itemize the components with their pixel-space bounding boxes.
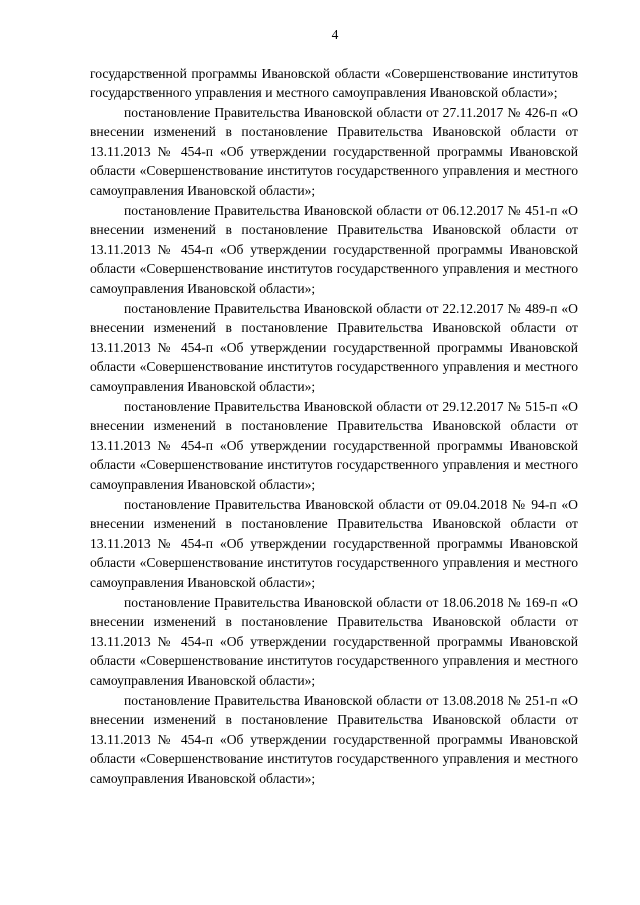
paragraph-postanovlenie-251-p: постановление Правительства Ивановской области от 13.08.2018 № 251-п «О внесении изменений в постановление Правительства Ивановской области от 13.11.2013 № 454-п «Об утверждении государственной программы Ивановской области «Совершенствование институтов государственного управления и местного самоуправления Ивановской области»; bbox=[90, 692, 578, 786]
paragraph-postanovlenie-426-p: постановление Правительства Ивановской области от 27.11.2017 № 426-п «О внесении изменений в постановление Правительства Ивановской области от 13.11.2013 № 454-п «Об утверждении государственной программы Ивановской области «Совершенствование институтов государственного управления и местного самоуправления Ивановской области»; bbox=[90, 104, 578, 199]
paragraph-postanovlenie-94-p: постановление Правительства Ивановской области от 09.04.2018 № 94-п «О внесении изменений в постановление Правительства Ивановской области от 13.11.2013 № 454-п «Об утверждении государственной программы Ивановской области «Совершенствование институтов государственного управления и местного самоуправления Ивановской области»; bbox=[90, 496, 578, 590]
paragraph-continuation: государственной программы Ивановской области «Совершенствование институтов государственного управления и местного самоуправления Ивановской области»; bbox=[90, 65, 578, 101]
page-number: 4 bbox=[331, 27, 339, 42]
paragraph-postanovlenie-515-p: постановление Правительства Ивановской области от 29.12.2017 № 515-п «О внесении изменений в постановление Правительства Ивановской области от 13.11.2013 № 454-п «Об утверждении государственной программы Ивановской области «Совершенствование институтов государственного управления и местного самоуправления Ивановской области»; bbox=[90, 398, 578, 492]
paragraph-postanovlenie-169-p: постановление Правительства Ивановской области от 18.06.2018 № 169-п «О внесении изменений в постановление Правительства Ивановской области от 13.11.2013 № 454-п «Об утверждении государственной программы Ивановской области «Совершенствование институтов государственного управления и местного самоуправления Ивановской области»; bbox=[90, 594, 578, 688]
document-body bbox=[90, 64, 578, 789]
paragraph-postanovlenie-489-p: постановление Правительства Ивановской области от 22.12.2017 № 489-п «О внесении изменений в постановление Правительства Ивановской области от 13.11.2013 № 454-п «Об утверждении государственной программы Ивановской области «Совершенствование институтов государственного управления и местного самоуправления Ивановской области»; bbox=[90, 300, 578, 394]
paragraph-postanovlenie-451-p: постановление Правительства Ивановской области от 06.12.2017 № 451-п «О внесении изменений в постановление Правительства Ивановской области от 13.11.2013 № 454-п «Об утверждении государственной программы Ивановской области «Совершенствование институтов государственного управления и местного самоуправления Ивановской области»; bbox=[90, 202, 578, 297]
